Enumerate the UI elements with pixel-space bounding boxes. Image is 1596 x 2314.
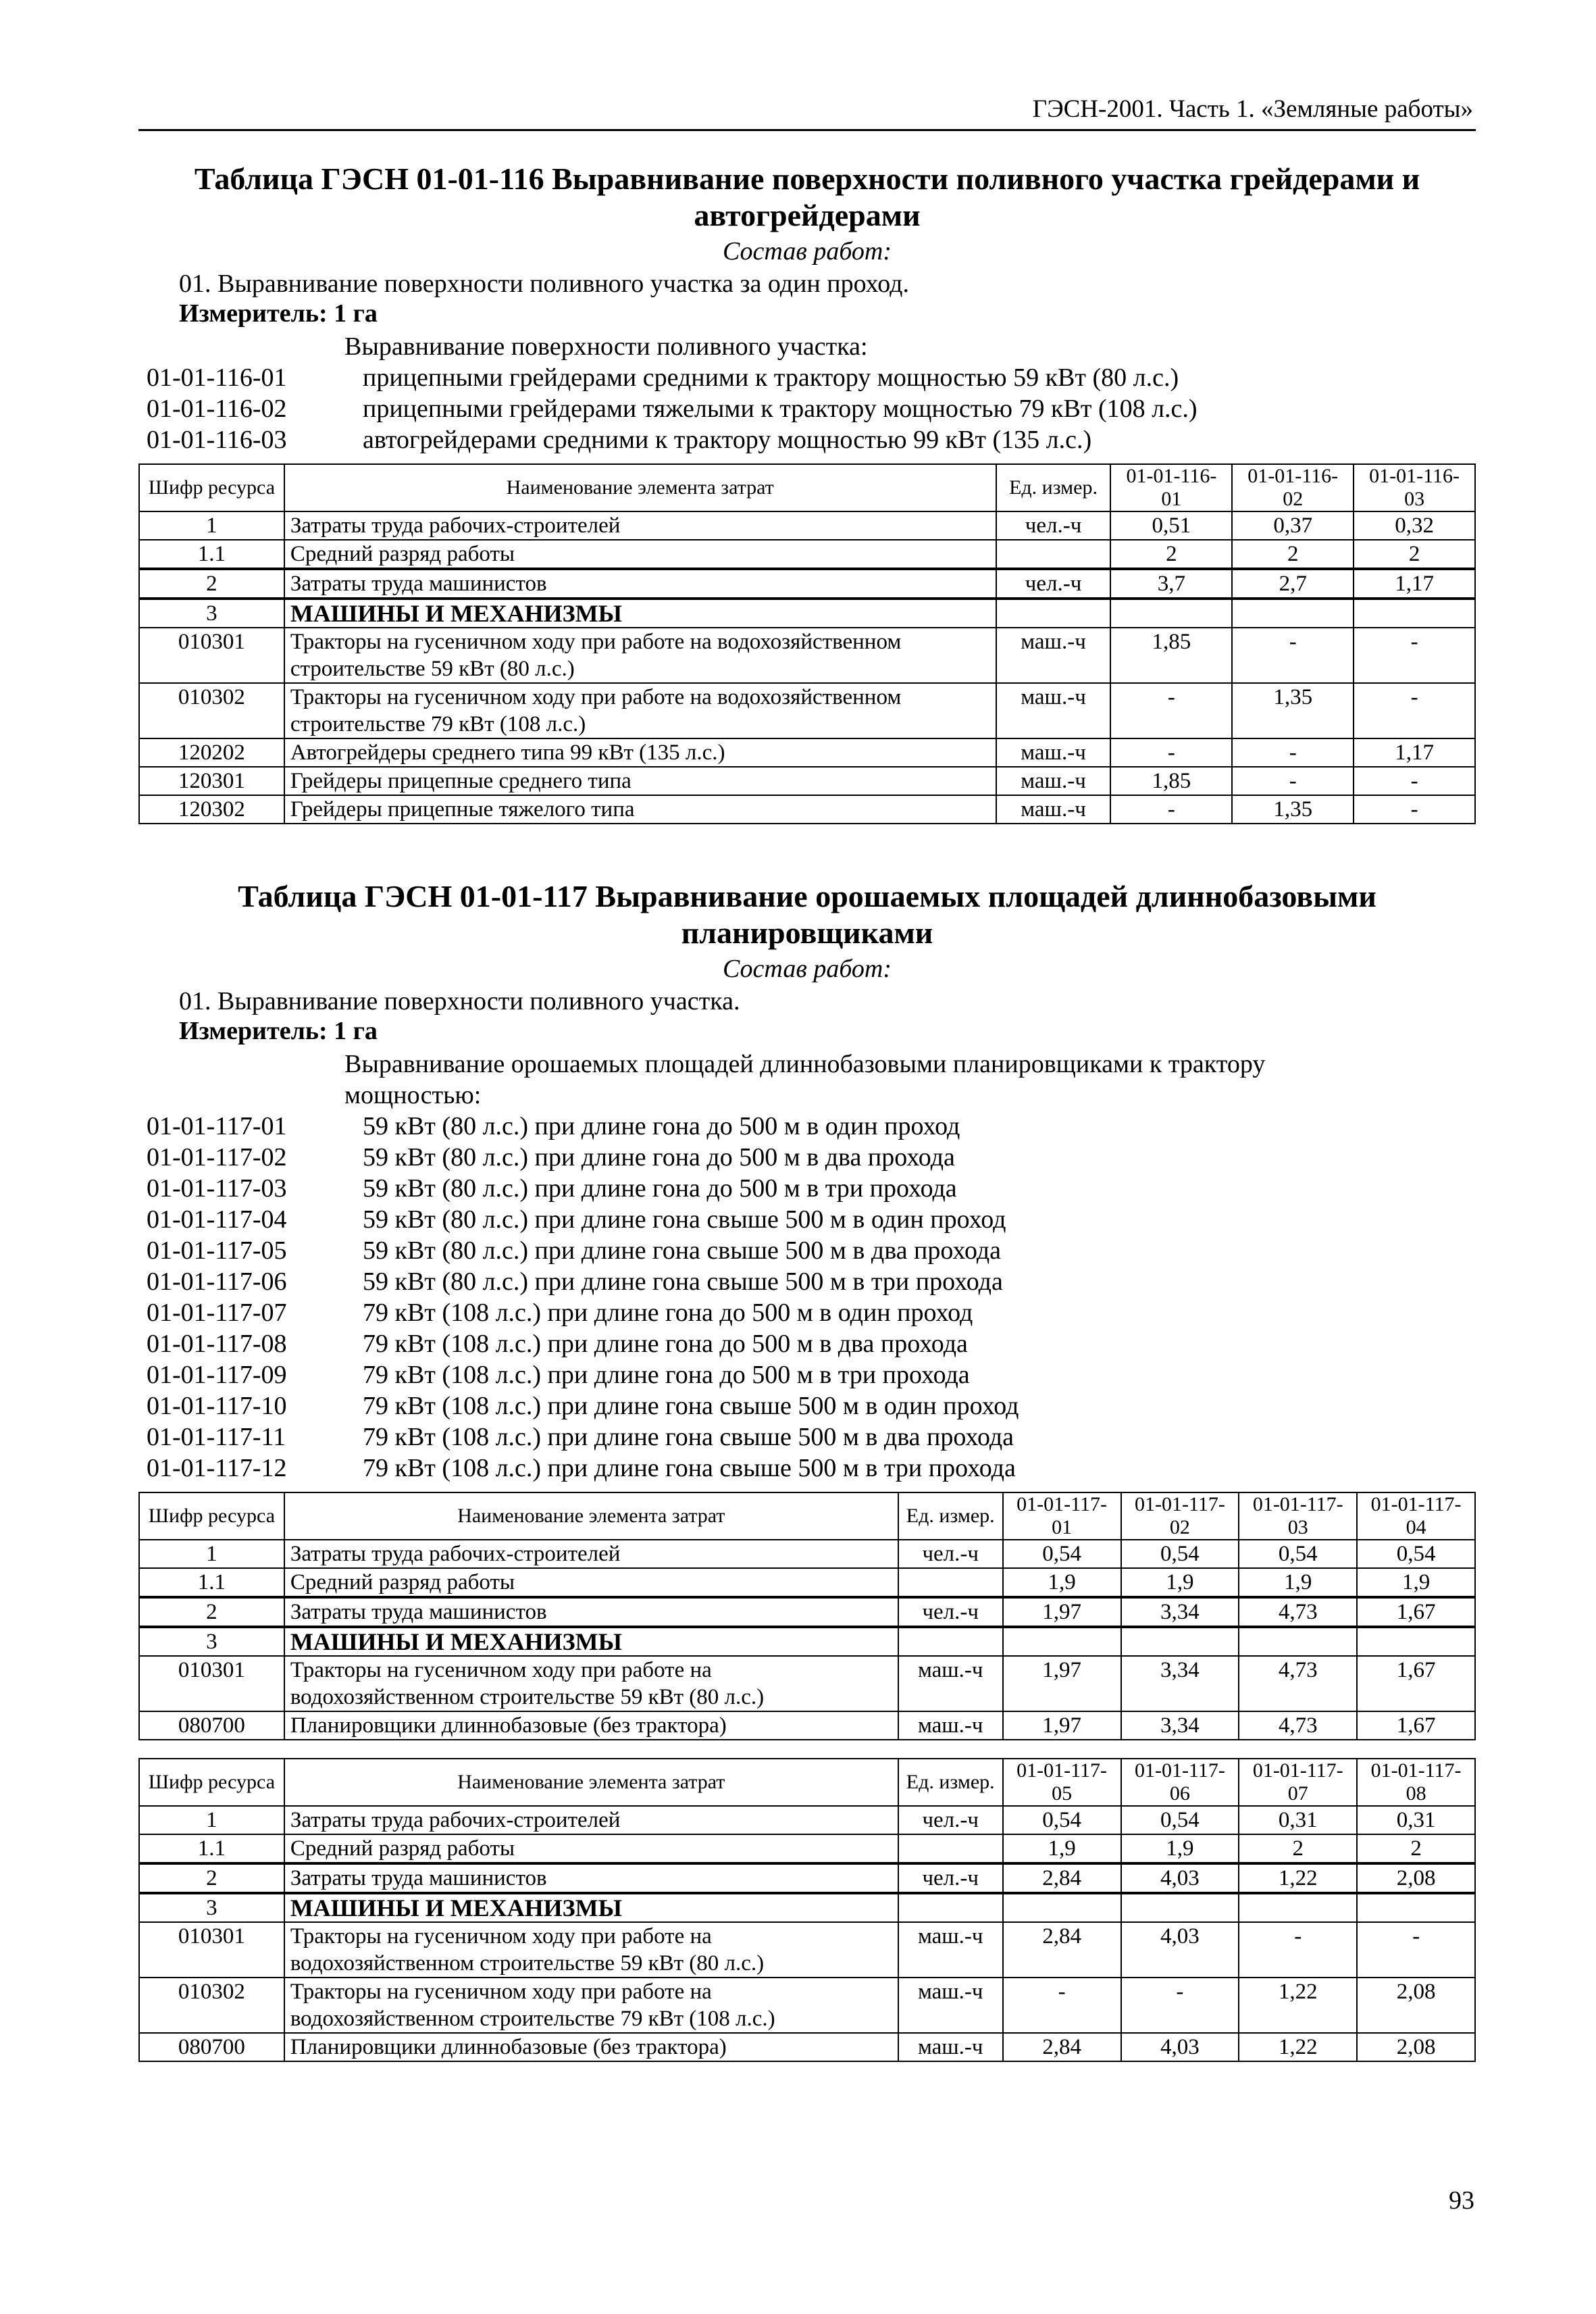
cell-value: 0,54 xyxy=(1357,1540,1475,1568)
cell-value: 1,17 xyxy=(1354,738,1475,767)
cell-value: 2 xyxy=(1357,1834,1475,1863)
table-117-rate-list xyxy=(138,1111,1476,1484)
cell-value: 4,03 xyxy=(1121,1922,1239,1978)
table-117-section-heading-line2: мощностью: xyxy=(344,1081,482,1109)
col-header-code: Шифр ресурса xyxy=(139,464,284,511)
table-117-section-heading-line1: Выравнивание орошаемых площадей длиннобазовыми планировщиками к трактору xyxy=(344,1050,1266,1078)
cell-code: 010301 xyxy=(139,1656,284,1711)
rate-code: 01-01-117-05 xyxy=(147,1236,287,1265)
cell-name: Грейдеры прицепные тяжелого типа xyxy=(284,795,996,824)
cell-code: 120202 xyxy=(139,738,284,767)
cell-unit: маш.-ч xyxy=(898,1978,1003,2033)
rate-item xyxy=(138,424,1476,455)
table-117-work-item: 01. Выравнивание поверхности поливного участка. xyxy=(179,987,740,1015)
cell-value xyxy=(1232,599,1354,628)
cell-unit xyxy=(898,1627,1003,1656)
cell-value xyxy=(1239,1893,1357,1922)
cell-value xyxy=(1003,1893,1121,1922)
rate-item xyxy=(138,1422,1476,1453)
cell-value: 1,17 xyxy=(1354,569,1475,599)
cell-code: 1.1 xyxy=(139,1834,284,1863)
col-header-unit: Ед. измер. xyxy=(898,1492,1003,1540)
cell-value: 0,54 xyxy=(1121,1540,1239,1568)
cell-code: 120301 xyxy=(139,767,284,795)
rate-code: 01-01-116-03 xyxy=(147,426,287,454)
rate-code: 01-01-117-01 xyxy=(147,1112,287,1140)
rate-item xyxy=(138,362,1476,393)
cell-code: 010302 xyxy=(139,683,284,738)
table-header-row xyxy=(139,1759,1475,1806)
cell-value: - xyxy=(1354,767,1475,795)
cell-code: 3 xyxy=(139,1893,284,1922)
cell-value: 2,84 xyxy=(1003,2033,1121,2061)
cell-name: Затраты труда машинистов xyxy=(284,569,996,599)
rate-item xyxy=(138,1328,1476,1359)
table-117-composition-label: Состав работ: xyxy=(722,955,892,983)
cell-name: Средний разряд работы xyxy=(284,1568,898,1597)
table-row xyxy=(139,1893,1475,1922)
cell-value: 2 xyxy=(1110,540,1232,569)
rate-item xyxy=(138,1390,1476,1422)
cell-value: 1,9 xyxy=(1121,1834,1239,1863)
cell-value: 0,54 xyxy=(1003,1806,1121,1834)
rate-item xyxy=(138,393,1476,424)
cell-name: Тракторы на гусеничном ходу при работе на водохозяйственном строительстве 59 кВт (80 л.с.) xyxy=(284,1656,898,1711)
col-header-rate: 01-01-117-05 xyxy=(1003,1759,1121,1806)
page-number: 93 xyxy=(1449,2186,1474,2215)
cell-name: Затраты труда рабочих-строителей xyxy=(284,1806,898,1834)
rate-description: прицепными грейдерами тяжелыми к трактору мощностью 79 кВт (108 л.с.) xyxy=(363,395,1198,423)
cell-value: 2 xyxy=(1232,540,1354,569)
table-116-title-line2: автогрейдерами xyxy=(694,198,921,232)
rate-code: 01-01-117-07 xyxy=(147,1299,287,1327)
table-row xyxy=(139,1834,1475,1863)
cell-value: 2,84 xyxy=(1003,1922,1121,1978)
cell-value: - xyxy=(1354,683,1475,738)
table-row xyxy=(139,1922,1475,1978)
rate-description: автогрейдерами средними к трактору мощностью 99 кВт (135 л.с.) xyxy=(363,426,1092,454)
rate-code: 01-01-117-06 xyxy=(147,1267,287,1296)
cell-name: Тракторы на гусеничном ходу при работе на водохозяйственном строительстве 59 кВт (80 л.с.) xyxy=(284,628,996,683)
cell-unit xyxy=(996,540,1111,569)
cell-value: - xyxy=(1110,683,1232,738)
table-116-title xyxy=(138,161,1476,234)
table-116-title-line1: Таблица ГЭСН 01-01-116 Выравнивание поверхности поливного участка грейдерами и xyxy=(194,161,1420,196)
cell-value: - xyxy=(1110,795,1232,824)
cell-value: 1,9 xyxy=(1357,1568,1475,1597)
table-116-cost-table xyxy=(138,463,1476,824)
cell-value: 3,34 xyxy=(1121,1597,1239,1627)
table-row xyxy=(139,540,1475,569)
cell-value: 1,97 xyxy=(1003,1597,1121,1627)
cell-value: - xyxy=(1110,738,1232,767)
rate-description: 59 кВт (80 л.с.) при длине гона до 500 м в три прохода xyxy=(363,1174,957,1203)
cell-value: 0,54 xyxy=(1121,1806,1239,1834)
rate-description: 59 кВт (80 л.с.) при длине гона свыше 500 м в три прохода xyxy=(363,1267,1003,1296)
cell-name: Планировщики длиннобазовые (без трактора) xyxy=(284,1711,898,1740)
cell-code: 080700 xyxy=(139,2033,284,2061)
cell-value xyxy=(1357,1627,1475,1656)
rate-code: 01-01-117-08 xyxy=(147,1330,287,1358)
cell-code: 1.1 xyxy=(139,540,284,569)
cell-value: 2 xyxy=(1239,1834,1357,1863)
cell-name: Затраты труда рабочих-строителей xyxy=(284,1540,898,1568)
col-header-unit: Ед. измер. xyxy=(898,1759,1003,1806)
rate-description: 59 кВт (80 л.с.) при длине гона свыше 500 м в один проход xyxy=(363,1205,1006,1234)
cell-value: 0,32 xyxy=(1354,511,1475,540)
table-row xyxy=(139,1540,1475,1568)
cell-value: 2,08 xyxy=(1357,1863,1475,1893)
rate-code: 01-01-116-01 xyxy=(147,363,287,392)
table-row xyxy=(139,683,1475,738)
rate-description: 59 кВт (80 л.с.) при длине гона до 500 м в два прохода xyxy=(363,1143,955,1172)
rate-item xyxy=(138,1359,1476,1390)
cell-value: 3,7 xyxy=(1110,569,1232,599)
cell-name: Тракторы на гусеничном ходу при работе на водохозяйственном строительстве 79 кВт (108 л.с.) xyxy=(284,683,996,738)
cell-code: 2 xyxy=(139,1597,284,1627)
cell-unit: чел.-ч xyxy=(898,1806,1003,1834)
cell-value: 1,9 xyxy=(1003,1834,1121,1863)
cell-code: 010301 xyxy=(139,628,284,683)
rate-description: 79 кВт (108 л.с.) при длине гона свыше 500 м в один проход xyxy=(363,1392,1019,1420)
table-row xyxy=(139,2033,1475,2061)
cell-name: Средний разряд работы xyxy=(284,540,996,569)
table-row xyxy=(139,767,1475,795)
rate-description: 79 кВт (108 л.с.) при длине гона до 500 м в два прохода xyxy=(363,1330,968,1358)
cell-value: 4,03 xyxy=(1121,1863,1239,1893)
col-header-name: Наименование элемента затрат xyxy=(284,1492,898,1540)
rate-code: 01-01-117-04 xyxy=(147,1205,287,1234)
cell-value: 2 xyxy=(1354,540,1475,569)
cell-value: 1,67 xyxy=(1357,1656,1475,1711)
cell-unit: чел.-ч xyxy=(996,569,1111,599)
table-row xyxy=(139,1597,1475,1627)
rate-item xyxy=(138,1297,1476,1328)
cell-value: 1,22 xyxy=(1239,2033,1357,2061)
col-header-rate: 01-01-116-01 xyxy=(1110,464,1232,511)
table-116-composition-label: Состав работ: xyxy=(722,237,892,266)
cell-value xyxy=(1121,1893,1239,1922)
col-header-name: Наименование элемента затрат xyxy=(284,1759,898,1806)
cell-unit: маш.-ч xyxy=(996,628,1111,683)
cell-name: Затраты труда рабочих-строителей xyxy=(284,511,996,540)
table-header-row xyxy=(139,1492,1475,1540)
cell-value: - xyxy=(1232,738,1354,767)
col-header-rate: 01-01-117-04 xyxy=(1357,1492,1475,1540)
running-header: ГЭСН-2001. Часть 1. «Земляные работы» xyxy=(138,95,1476,131)
cell-value: - xyxy=(1003,1978,1121,2033)
cell-value xyxy=(1354,599,1475,628)
cell-unit: маш.-ч xyxy=(898,1711,1003,1740)
cell-value: 1,9 xyxy=(1121,1568,1239,1597)
rate-code: 01-01-117-11 xyxy=(147,1423,286,1451)
cell-unit: чел.-ч xyxy=(898,1597,1003,1627)
table-row xyxy=(139,1568,1475,1597)
cell-value: 1,35 xyxy=(1232,683,1354,738)
table-row xyxy=(139,511,1475,540)
table-row xyxy=(139,1627,1475,1656)
rate-description: 79 кВт (108 л.с.) при длине гона свыше 500 м в три прохода xyxy=(363,1454,1016,1482)
cell-value xyxy=(1239,1627,1357,1656)
col-header-rate: 01-01-116-03 xyxy=(1354,464,1475,511)
cell-code: 1 xyxy=(139,1806,284,1834)
cell-code: 1.1 xyxy=(139,1568,284,1597)
rate-description: 59 кВт (80 л.с.) при длине гона до 500 м в один проход xyxy=(363,1112,960,1140)
cell-value: - xyxy=(1232,628,1354,683)
cell-name: Автогрейдеры среднего типа 99 кВт (135 л.с.) xyxy=(284,738,996,767)
cell-value: 4,03 xyxy=(1121,2033,1239,2061)
col-header-unit: Ед. измер. xyxy=(996,464,1111,511)
cell-unit: чел.-ч xyxy=(898,1540,1003,1568)
cell-value: 1,85 xyxy=(1110,767,1232,795)
cell-value: 1,35 xyxy=(1232,795,1354,824)
cell-unit: маш.-ч xyxy=(996,683,1111,738)
cell-unit: чел.-ч xyxy=(898,1863,1003,1893)
table-row xyxy=(139,628,1475,683)
cell-value: 1,97 xyxy=(1003,1711,1121,1740)
cell-name: Планировщики длиннобазовые (без трактора) xyxy=(284,2033,898,2061)
rate-item xyxy=(138,1111,1476,1142)
cell-code: 1 xyxy=(139,511,284,540)
cell-unit xyxy=(898,1834,1003,1863)
rate-description: 79 кВт (108 л.с.) при длине гона до 500 м в три прохода xyxy=(363,1361,970,1389)
cell-unit: чел.-ч xyxy=(996,511,1111,540)
cell-value: 4,73 xyxy=(1239,1711,1357,1740)
table-row xyxy=(139,1656,1475,1711)
cell-value: 1,85 xyxy=(1110,628,1232,683)
cell-code: 1 xyxy=(139,1540,284,1568)
rate-item xyxy=(138,1266,1476,1297)
table-116-unit: Измеритель: 1 га xyxy=(179,299,378,328)
rate-item xyxy=(138,1142,1476,1173)
cell-value: 1,22 xyxy=(1239,1863,1357,1893)
cell-value: 2,84 xyxy=(1003,1863,1121,1893)
cell-value: - xyxy=(1357,1922,1475,1978)
cell-value: 1,97 xyxy=(1003,1656,1121,1711)
document-page xyxy=(138,95,1476,2062)
cell-value: 1,9 xyxy=(1003,1568,1121,1597)
cell-value: 1,67 xyxy=(1357,1711,1475,1740)
cell-value: - xyxy=(1121,1978,1239,2033)
cell-value: - xyxy=(1354,795,1475,824)
col-header-code: Шифр ресурса xyxy=(139,1492,284,1540)
table-117-section-heading xyxy=(138,1049,1476,1111)
col-header-rate: 01-01-117-02 xyxy=(1121,1492,1239,1540)
rate-code: 01-01-117-09 xyxy=(147,1361,287,1389)
table-row xyxy=(139,1806,1475,1834)
col-header-rate: 01-01-117-07 xyxy=(1239,1759,1357,1806)
cell-code: 3 xyxy=(139,599,284,628)
cell-unit: маш.-ч xyxy=(996,795,1111,824)
cell-value: 1,22 xyxy=(1239,1978,1357,2033)
cell-value: 2,08 xyxy=(1357,2033,1475,2061)
table-row xyxy=(139,1863,1475,1893)
table-row xyxy=(139,569,1475,599)
table-117-title-line1: Таблица ГЭСН 01-01-117 Выравнивание орошаемых площадей длиннобазовыми xyxy=(238,879,1376,913)
rate-item xyxy=(138,1173,1476,1204)
cell-name: Тракторы на гусеничном ходу при работе на водохозяйственном строительстве 59 кВт (80 л.с.) xyxy=(284,1922,898,1978)
cell-unit xyxy=(996,599,1111,628)
cell-value: 0,54 xyxy=(1003,1540,1121,1568)
rate-code: 01-01-117-10 xyxy=(147,1392,287,1420)
cell-value: 4,73 xyxy=(1239,1656,1357,1711)
rate-description: 79 кВт (108 л.с.) при длине гона свыше 500 м в два прохода xyxy=(363,1423,1014,1451)
table-117-title-line2: планировщиками xyxy=(681,915,933,950)
table-row xyxy=(139,599,1475,628)
cell-value: - xyxy=(1232,767,1354,795)
cell-value: 1,9 xyxy=(1239,1568,1357,1597)
cell-value: 2,7 xyxy=(1232,569,1354,599)
table-row xyxy=(139,795,1475,824)
table-117-unit: Измеритель: 1 га xyxy=(179,1017,378,1045)
cell-value: 0,51 xyxy=(1110,511,1232,540)
cell-unit xyxy=(898,1893,1003,1922)
cell-unit: маш.-ч xyxy=(996,738,1111,767)
cell-value: 2,08 xyxy=(1357,1978,1475,2033)
table-117-cost-table-a xyxy=(138,1492,1476,1740)
cell-value xyxy=(1121,1627,1239,1656)
cell-name: Грейдеры прицепные среднего типа xyxy=(284,767,996,795)
cell-unit: маш.-ч xyxy=(996,767,1111,795)
col-header-name: Наименование элемента затрат xyxy=(284,464,996,511)
cell-value: 4,73 xyxy=(1239,1597,1357,1627)
cell-unit: маш.-ч xyxy=(898,1922,1003,1978)
cell-unit xyxy=(898,1568,1003,1597)
cell-name: МАШИНЫ И МЕХАНИЗМЫ xyxy=(284,599,996,628)
cell-value: 0,54 xyxy=(1239,1540,1357,1568)
cell-code: 3 xyxy=(139,1627,284,1656)
table-116-section-heading: Выравнивание поверхности поливного участка: xyxy=(344,332,868,361)
cell-code: 2 xyxy=(139,569,284,599)
cell-name: Средний разряд работы xyxy=(284,1834,898,1863)
rate-code: 01-01-117-03 xyxy=(147,1174,287,1203)
col-header-code: Шифр ресурса xyxy=(139,1759,284,1806)
cell-unit: маш.-ч xyxy=(898,2033,1003,2061)
cell-code: 010302 xyxy=(139,1978,284,2033)
rate-code: 01-01-117-02 xyxy=(147,1143,287,1172)
cell-value: 0,37 xyxy=(1232,511,1354,540)
cell-value xyxy=(1110,599,1232,628)
cell-code: 080700 xyxy=(139,1711,284,1740)
cell-code: 010301 xyxy=(139,1922,284,1978)
cell-unit: маш.-ч xyxy=(898,1656,1003,1711)
cell-value: - xyxy=(1354,628,1475,683)
table-116-work-item: 01. Выравнивание поверхности поливного участка за один проход. xyxy=(179,270,909,298)
table-row xyxy=(139,738,1475,767)
cell-value: 0,31 xyxy=(1357,1806,1475,1834)
rate-code: 01-01-116-02 xyxy=(147,395,287,423)
cell-value xyxy=(1003,1627,1121,1656)
cell-value: 1,67 xyxy=(1357,1597,1475,1627)
cell-name: Затраты труда машинистов xyxy=(284,1863,898,1893)
cell-name: МАШИНЫ И МЕХАНИЗМЫ xyxy=(284,1893,898,1922)
rate-item xyxy=(138,1453,1476,1484)
table-116-rate-list xyxy=(138,362,1476,455)
table-117-cost-table-b xyxy=(138,1758,1476,2062)
cell-value: - xyxy=(1239,1922,1357,1978)
rate-item xyxy=(138,1235,1476,1266)
cell-value: 3,34 xyxy=(1121,1656,1239,1711)
table-header-row xyxy=(139,464,1475,511)
cell-code: 2 xyxy=(139,1863,284,1893)
cell-value: 0,31 xyxy=(1239,1806,1357,1834)
cell-name: МАШИНЫ И МЕХАНИЗМЫ xyxy=(284,1627,898,1656)
col-header-rate: 01-01-117-01 xyxy=(1003,1492,1121,1540)
col-header-rate: 01-01-117-03 xyxy=(1239,1492,1357,1540)
rate-code: 01-01-117-12 xyxy=(147,1454,287,1482)
col-header-rate: 01-01-117-08 xyxy=(1357,1759,1475,1806)
cell-name: Затраты труда машинистов xyxy=(284,1597,898,1627)
cell-code: 120302 xyxy=(139,795,284,824)
cell-value: 3,34 xyxy=(1121,1711,1239,1740)
cell-name: Тракторы на гусеничном ходу при работе на водохозяйственном строительстве 79 кВт (108 л.с.) xyxy=(284,1978,898,2033)
table-117-title xyxy=(138,878,1476,951)
rate-description: прицепными грейдерами средними к трактору мощностью 59 кВт (80 л.с.) xyxy=(363,363,1179,392)
table-row xyxy=(139,1711,1475,1740)
rate-description: 59 кВт (80 л.с.) при длине гона свыше 500 м в два прохода xyxy=(363,1236,1002,1265)
table-row xyxy=(139,1978,1475,2033)
col-header-rate: 01-01-116-02 xyxy=(1232,464,1354,511)
rate-description: 79 кВт (108 л.с.) при длине гона до 500 м в один проход xyxy=(363,1299,973,1327)
rate-item xyxy=(138,1204,1476,1235)
col-header-rate: 01-01-117-06 xyxy=(1121,1759,1239,1806)
cell-value xyxy=(1357,1893,1475,1922)
